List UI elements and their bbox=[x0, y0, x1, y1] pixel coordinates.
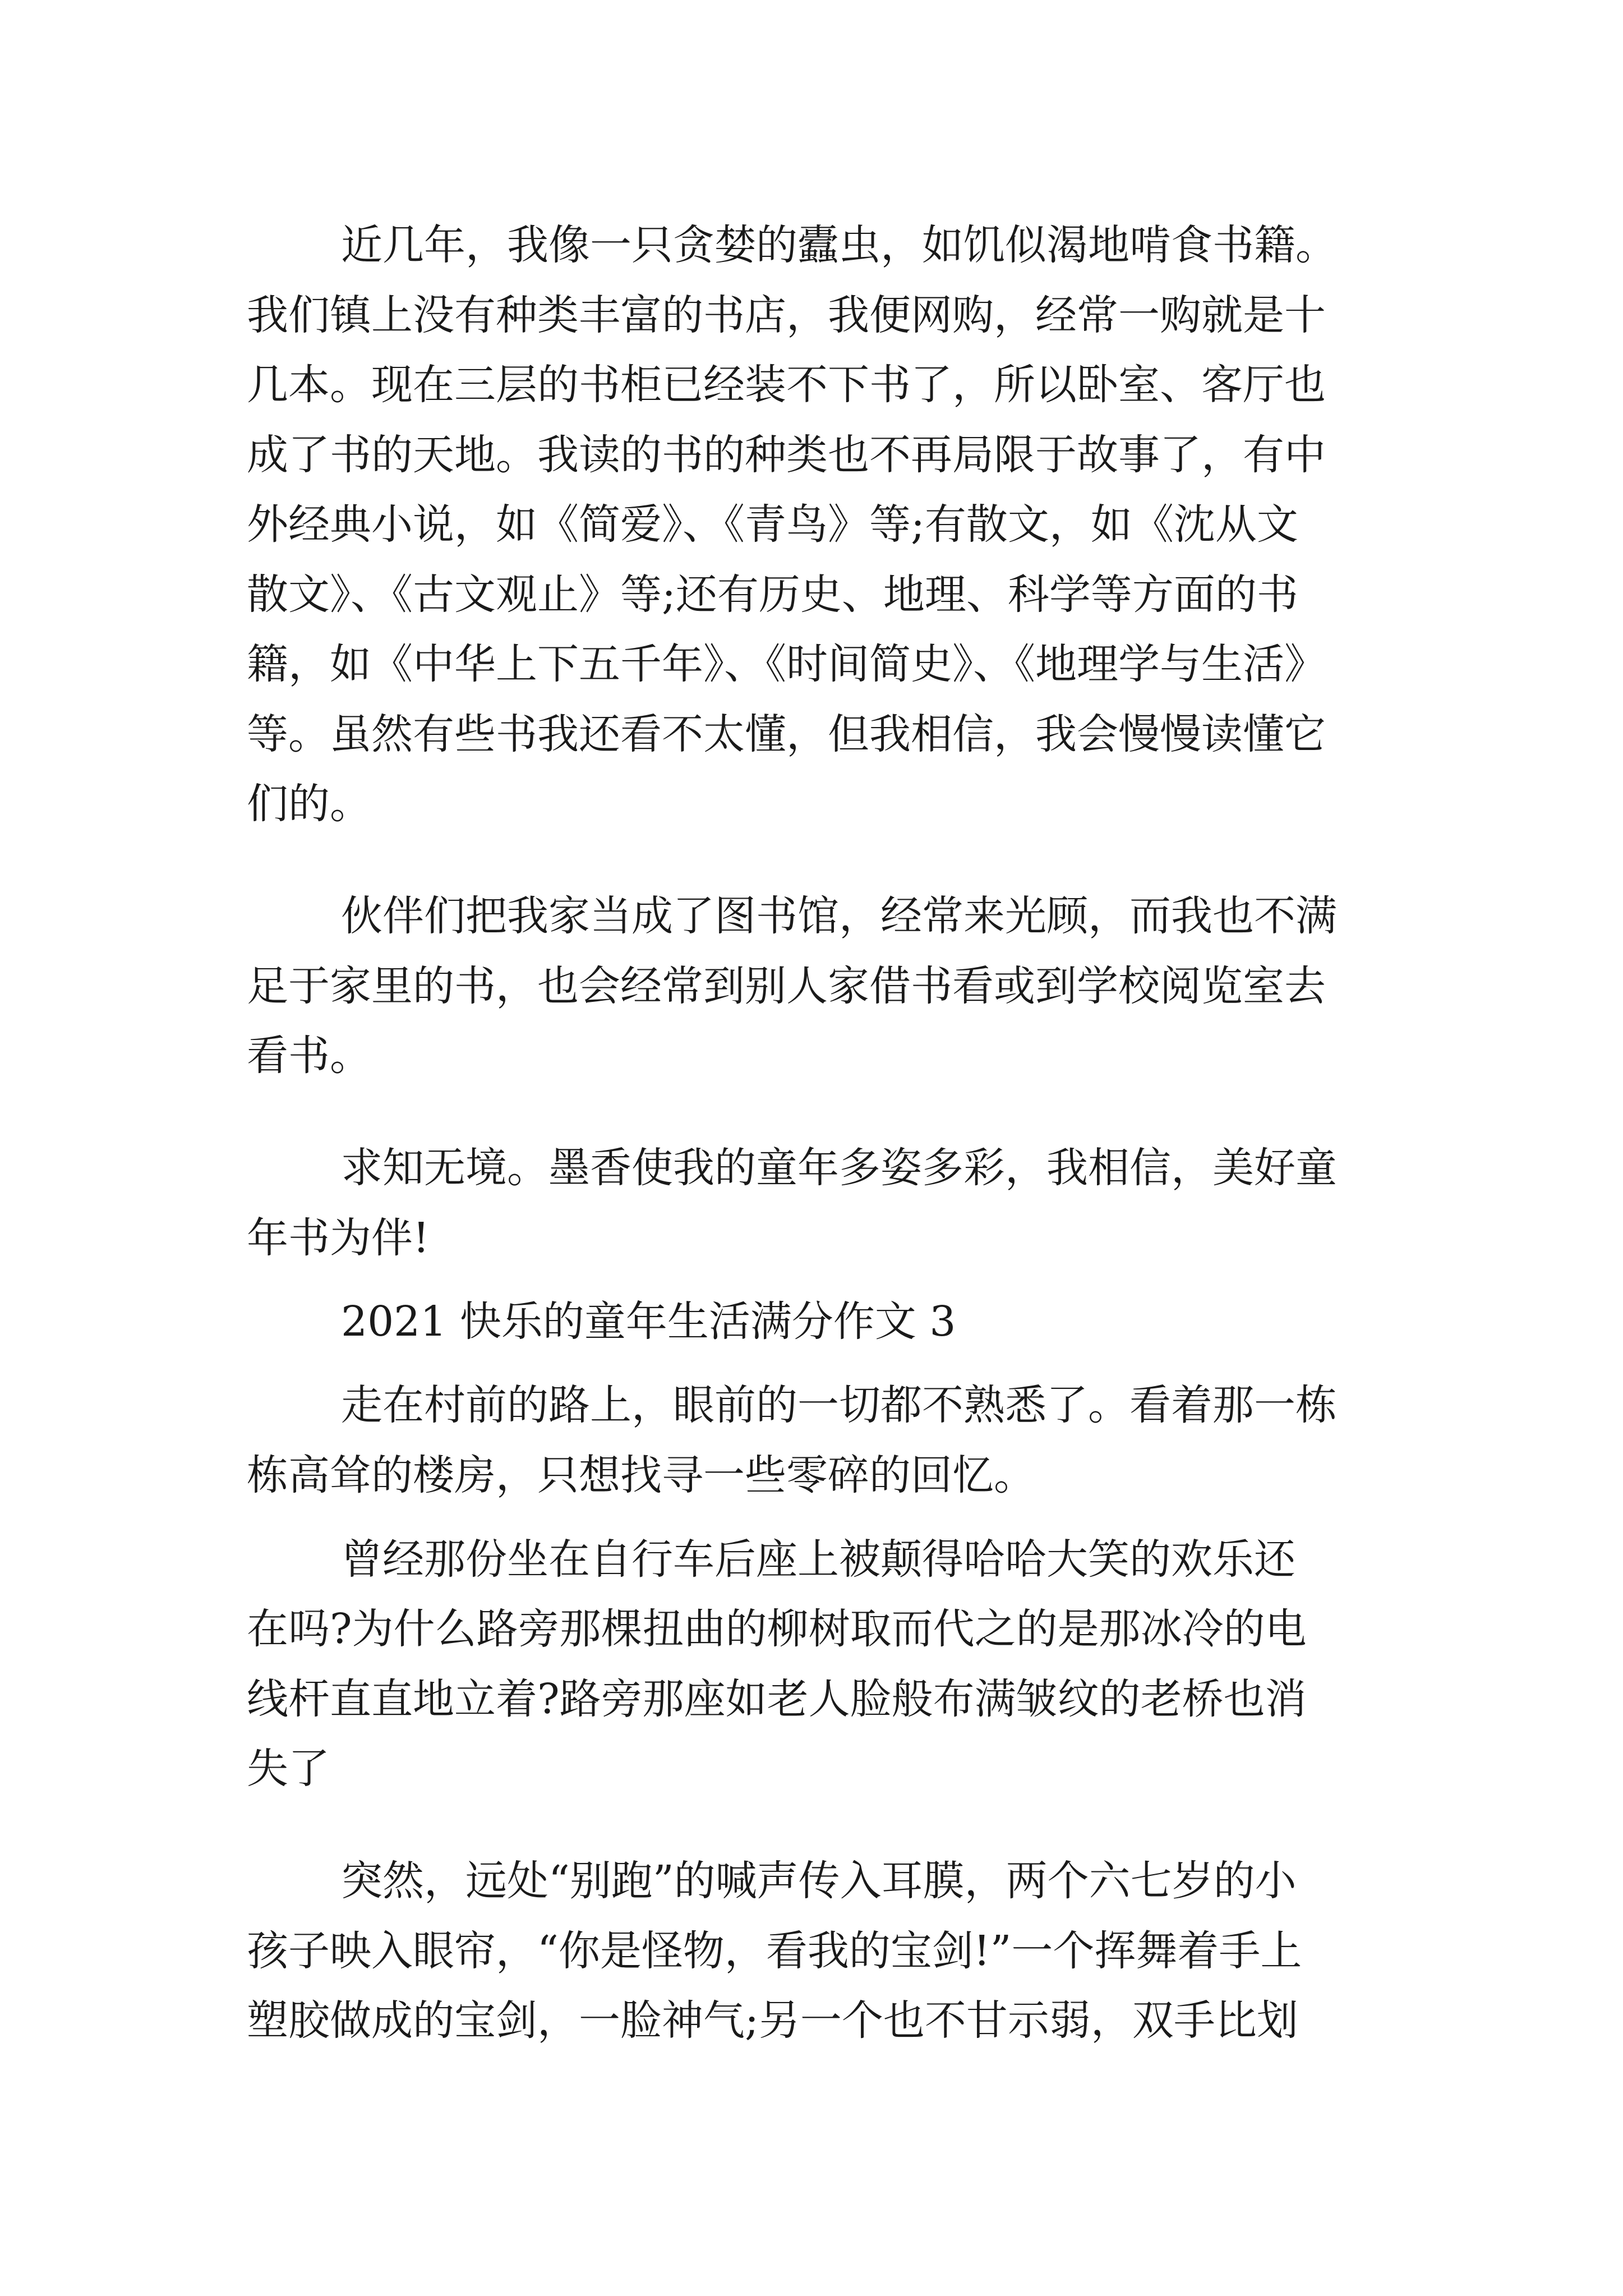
text-line: 我们镇上没有种类丰富的书店，我便网购，经常一购就是十 bbox=[247, 291, 1326, 339]
text-line: 近几年，我像一只贪婪的蠹虫，如饥似渴地啃食书籍。 bbox=[341, 221, 1337, 269]
section-heading: 2021 快乐的童年生活满分作文 3 bbox=[341, 1297, 956, 1346]
text-line: 等。虽然有些书我还看不太懂，但我相信，我会慢慢读懂它 bbox=[247, 710, 1326, 758]
text-line: 求知无境。墨香使我的童年多姿多彩，我相信，美好童 bbox=[341, 1144, 1337, 1192]
text-line: 曾经那份坐在自行车后座上被颠得哈哈大笑的欢乐还 bbox=[341, 1535, 1295, 1584]
text-line: 们的。 bbox=[247, 780, 371, 828]
text-line: 孩子映入眼帘，“你是怪物，看我的宝剑!”一个挥舞着手上 bbox=[247, 1927, 1302, 1975]
text-line: 足于家里的书，也会经常到别人家借书看或到学校阅览室去 bbox=[247, 962, 1326, 1010]
text-line: 伙伴们把我家当成了图书馆，经常来光顾，而我也不满 bbox=[341, 892, 1337, 940]
text-line: 线杆直直地立着?路旁那座如老人脸般布满皱纹的老桥也消 bbox=[247, 1675, 1307, 1723]
text-line: 成了书的天地。我读的书的种类也不再局限于故事了，有中 bbox=[247, 431, 1326, 479]
text-line: 年书为伴! bbox=[247, 1214, 430, 1262]
text-line: 走在村前的路上，眼前的一切都不熟悉了。看着那一栋 bbox=[341, 1381, 1337, 1429]
text-line: 在吗?为什么路旁那棵扭曲的柳树取而代之的是那冰冷的电 bbox=[247, 1605, 1307, 1653]
text-line: 失了 bbox=[247, 1745, 330, 1793]
text-line: 突然，远处“别跑”的喊声传入耳膜，两个六七岁的小 bbox=[341, 1857, 1297, 1905]
text-line: 几本。现在三层的书柜已经装不下书了，所以卧室、客厅也 bbox=[247, 361, 1326, 409]
text-line: 看书。 bbox=[247, 1032, 371, 1080]
text-line: 籍，如《中华上下五千年》、《时间简史》、《地理学与生活》 bbox=[247, 640, 1326, 688]
text-line: 栋高耸的楼房，只想找寻一些零碎的回忆。 bbox=[247, 1451, 1035, 1499]
text-line: 塑胶做成的宝剑，一脸神气;另一个也不甘示弱，双手比划 bbox=[247, 1996, 1298, 2045]
text-line: 散文》、《古文观止》等;还有历史、地理、科学等方面的书 bbox=[247, 570, 1298, 619]
text-line: 外经典小说，如《简爱》、《青鸟》等;有散文，如《沈从文 bbox=[247, 500, 1298, 549]
